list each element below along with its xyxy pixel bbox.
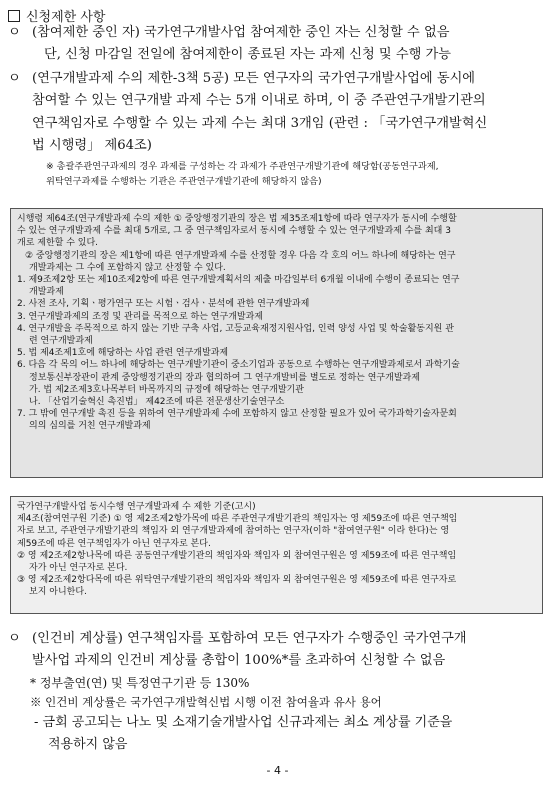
section-heading-text: 신청제한 사항: [26, 10, 106, 25]
box-line: 2. 사전 조사, 기획ㆍ평가연구 또는 시험ㆍ검사ㆍ분석에 관한 연구개발과제: [17, 299, 310, 310]
bullet-marker: ㅇ: [8, 631, 21, 646]
sub-note-government-institutes: * 정부출연(연) 및 특정연구기관 등 130%: [30, 676, 250, 690]
bullet-line: (연구개발과제 수의 제한-3책 5공) 모든 연구자의 국가연구개발사업에 동시에: [32, 71, 476, 86]
dash-marker: -: [34, 715, 39, 730]
note-lead-project: [46, 160, 439, 189]
box-line: 개발과제는 그 수에 포함하지 않고 산정할 수 있다.: [29, 262, 226, 273]
box-line: 보지 아니한다.: [29, 587, 87, 598]
box-line: 정보통신부장관이 관계 중앙행정기관의 장과 협의하여 그 연구개발비를 별도로 정하는 연구개발과제: [29, 372, 420, 383]
bullet-marker: ㅇ: [8, 25, 21, 40]
decree-article-64-box: [10, 208, 543, 478]
box-line: 4. 연구개발을 주목적으로 하지 않는 기반 구축 사업, 고등교육재정지원사업, 인력 양성 사업 및 학술활동지원 관: [17, 323, 454, 334]
page-number: - 4 -: [266, 764, 289, 777]
box-line: ② 중앙행정기관의 장은 제1항에 따른 연구개발과제 수를 산정할 경우 다음 각 호의 어느 하나에 해당하는 연구: [25, 250, 456, 261]
dash-line: [34, 712, 452, 734]
box-line: 5. 법 제4조제1호에 해당하는 사업 관련 연구개발과제: [17, 348, 229, 359]
box-line: 자로 보고, 주관연구개발기관의 책임자 외 연구개발과제에 참여하는 연구자(이하 "참여연구원" 이라 한다)는 영: [17, 526, 450, 537]
box-line: 1. 제9조제2항 또는 제10조제2항에 따른 연구개발계획서의 제출 마감일부터 6개월 이내에 수행이 종료되는 연구: [17, 275, 460, 286]
box-line: 7. 그 밖에 연구개발 촉진 등을 위하여 연구개발과제 수에 포함하지 않고 산정할 필요가 있어 국가과학기술자문회: [17, 409, 457, 420]
note-line: 위탁연구과제를 수행하는 기관은 주관연구개발기관에 해당하지 않음): [46, 175, 322, 187]
box-line: 의의 심의를 거친 연구개발과제: [29, 421, 151, 432]
box-line: ③ 영 제2조제2항다목에 따른 위탁연구개발기관의 책임자와 책임자 외 참여연구원은 영 제59조에 따른 연구자로: [17, 575, 457, 586]
bullet-line: (참여제한 중인 자) 국가연구개발사업 참여제한 중인 자는 신청할 수 없음: [32, 25, 450, 40]
sub-note-terminology: ※ 인건비 계상률은 국가연구개발혁신법 시행 이전 참여율과 유사 용어: [30, 695, 382, 709]
bullet-line: (인건비 계상률) 연구책임자를 포함하여 모든 연구자가 수행중인 국가연구개: [32, 631, 467, 646]
box-line: 나. 「산업기술혁신 촉진법」 제42조에 따른 전문생산기술연구소: [29, 397, 285, 408]
dash-line-text: 금회 공고되는 나노 및 소재기술개발사업 신규과제는 최소 계상률 기준을: [42, 715, 453, 730]
box-line: 시행령 제64조(연구개발과제 수의 제한 ① 중앙행정기관의 장은 법 제35조제1항에 따라 연구자가 동시에 수행할: [17, 214, 457, 224]
bullet-line: 연구책임자로 수행할 수 있는 과제 수는 최대 3개임 (관련 : 「국가연구개발혁신: [32, 115, 488, 131]
bullet-line: 법 시행령」 제64조): [32, 138, 152, 154]
box-line: 제59조에 따른 연구책임자가 아닌 연구자로 본다.: [17, 538, 211, 549]
box-line: 가. 법 제2조제3호나목부터 바목까지의 규정에 해당하는 연구개발기관: [29, 384, 304, 395]
box-line: 6. 다음 각 목의 어느 하나에 해당하는 연구개발기관이 중소기업과 공동으로 수행하는 연구개발과제로서 과학기술: [17, 360, 460, 371]
note-line: ※ 총괄주관연구과제의 경우 과제를 구성하는 각 과제가 주관연구개발기관에 해당함(공동연구과제,: [46, 161, 439, 172]
bullet-line: 참여할 수 있는 연구개발 과제 수는 5개 이내로 하며, 이 중 주관연구개발기관의: [32, 93, 486, 109]
box-line: 개로 제한할 수 있다.: [17, 238, 98, 249]
box-line: 련 연구개발과제: [29, 336, 93, 347]
box-line: 3. 연구개발과제의 조정 및 관리를 목적으로 하는 연구개발과제: [17, 311, 263, 322]
box-line: 자가 아닌 연구자로 본다.: [29, 563, 128, 574]
bullet-line: 단, 신청 마감일 전일에 참여제한이 종료된 자는 과제 신청 및 수행 가능: [44, 47, 451, 63]
dash-item-minimum-rate: [34, 712, 452, 756]
notice-article-4-box: [10, 496, 543, 614]
box-line: ② 영 제2조제2항나목에 따른 공동연구개발기관의 책임자와 책임자 외 참여연구원은 영 제59조에 따른 연구책임: [17, 550, 457, 561]
box-line: 개발과제: [29, 287, 64, 298]
bullet-line: 발사업 과제의 인건비 계상률 총합이 100%*를 초과하여 신청할 수 없음: [32, 653, 446, 669]
dash-line: 적용하지 않음: [48, 737, 128, 752]
bullet-marker: ㅇ: [8, 71, 21, 86]
checkbox-square-icon: [8, 10, 20, 22]
box-line: 수 있는 연구개발과제 수를 최대 5개로, 그 중 연구책임자로서 동시에 수행할 수 있는 연구개발과제 수를 최대 3: [17, 226, 451, 237]
box-line: 제4조(참여연구원 기준) ① 영 제2조제2항가목에 따른 주관연구개발기관의 책임자는 영 제59조에 따른 연구책임: [17, 514, 458, 525]
box-line: 국가연구개발사업 동시수행 연구개발과제 수 제한 기준(고시): [17, 502, 256, 512]
